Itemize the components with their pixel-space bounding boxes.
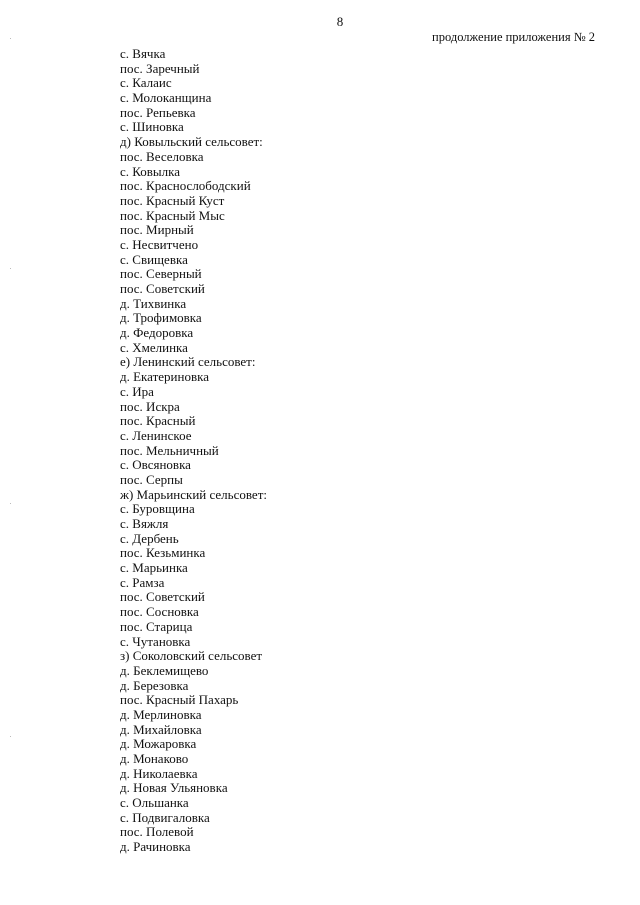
- settlement-list-item: с. Свищевка: [120, 251, 188, 267]
- settlement-list-item: д. Тихвинка: [120, 295, 187, 311]
- settlement-list-item: пос. Красный: [120, 413, 196, 429]
- settlement-list-item: д. Можаровка: [120, 736, 197, 752]
- settlement-list-item: с. Хмелинка: [120, 339, 188, 355]
- settlement-list-item: с. Ира: [120, 383, 154, 399]
- settlement-list-item: д) Ковыльский сельсовет:: [120, 134, 263, 150]
- settlement-list-item: д. Мерлиновка: [120, 706, 202, 722]
- appendix-continuation-note: продолжение приложения № 2: [432, 30, 595, 44]
- settlement-list-item: с. Ковылка: [120, 163, 181, 179]
- settlement-list-item: с. Вяжля: [120, 516, 169, 531]
- margin-mark: [10, 38, 11, 39]
- margin-mark: [10, 268, 11, 269]
- settlement-list-item: пос. Кезьминка: [120, 545, 206, 561]
- settlement-list-item: с. Молоканщина: [120, 90, 212, 106]
- settlement-list-item: пос. Серпы: [120, 471, 183, 487]
- settlement-list-item: пос. Заречный: [120, 60, 200, 76]
- settlement-list-item: пос. Сосновка: [120, 604, 199, 620]
- settlement-list-item: пос. Мирный: [120, 222, 194, 238]
- settlement-list-item: с. Буровщина: [120, 501, 195, 517]
- settlement-list-item: д. Рачиновка: [120, 839, 191, 855]
- settlement-list-item: с. Шиновка: [120, 119, 184, 135]
- settlement-list-item: ж) Марьинский сельсовет:: [120, 486, 267, 502]
- settlement-list-item: д. Новая Ульяновка: [120, 780, 228, 796]
- settlement-list-item: пос. Советский: [120, 589, 205, 605]
- margin-mark: [10, 736, 11, 737]
- settlement-list-item: с. Чутановка: [120, 633, 191, 649]
- settlement-list-item: е) Ленинский сельсовет:: [120, 354, 256, 370]
- settlement-list-item: с. Рамза: [120, 574, 165, 590]
- settlement-list-item: с. Вячка: [120, 46, 166, 61]
- settlement-list-item: пос. Искра: [120, 398, 180, 414]
- settlement-list-item: пос. Полевой: [120, 824, 194, 840]
- settlement-list-item: пос. Северный: [120, 266, 202, 282]
- settlement-list-item: пос. Репьевка: [120, 104, 196, 120]
- settlement-list-item: с. Калаис: [120, 75, 172, 91]
- settlement-list-item: д. Монаково: [120, 751, 189, 766]
- settlement-list-item: д. Березовка: [120, 677, 189, 693]
- settlement-list: [120, 47, 267, 855]
- settlement-list-item: д. Николаевка: [120, 765, 198, 781]
- settlement-list-item: д. Екатериновка: [120, 369, 210, 385]
- settlement-list-item: пос. Веселовка: [120, 148, 204, 164]
- settlement-list-item: пос. Старица: [120, 618, 193, 634]
- settlement-list-item: с. Дербень: [120, 530, 179, 546]
- settlement-list-item: с. Несвитчено: [120, 236, 199, 252]
- settlement-list-item: д. Михайловка: [120, 721, 202, 737]
- settlement-list-item: с. Марьинка: [120, 560, 188, 576]
- settlement-list-item: д. Беклемищево: [120, 662, 209, 678]
- margin-mark: [10, 503, 11, 504]
- settlement-list-item: с. Подвигаловка: [120, 809, 210, 825]
- settlement-list-item: з) Соколовский сельсовет: [120, 648, 263, 664]
- settlement-list-item: пос. Мельничный: [120, 442, 219, 458]
- settlement-list-item: с. Ленинское: [120, 427, 192, 443]
- settlement-list-item: д. Трофимовка: [120, 310, 202, 326]
- page-number: 8: [336, 14, 344, 29]
- settlement-list-item: д. Федоровка: [120, 325, 194, 341]
- settlement-list-item: пос. Краснослободский: [120, 178, 251, 194]
- settlement-list-item: с. Ольшанка: [120, 795, 189, 811]
- settlement-list-item: с. Овсяновка: [120, 457, 191, 473]
- settlement-list-item: пос. Советский: [120, 281, 205, 296]
- settlement-list-item: пос. Красный Мыс: [120, 207, 225, 223]
- settlement-list-item: пос. Красный Куст: [120, 192, 225, 208]
- settlement-list-item: пос. Красный Пахарь: [120, 692, 239, 708]
